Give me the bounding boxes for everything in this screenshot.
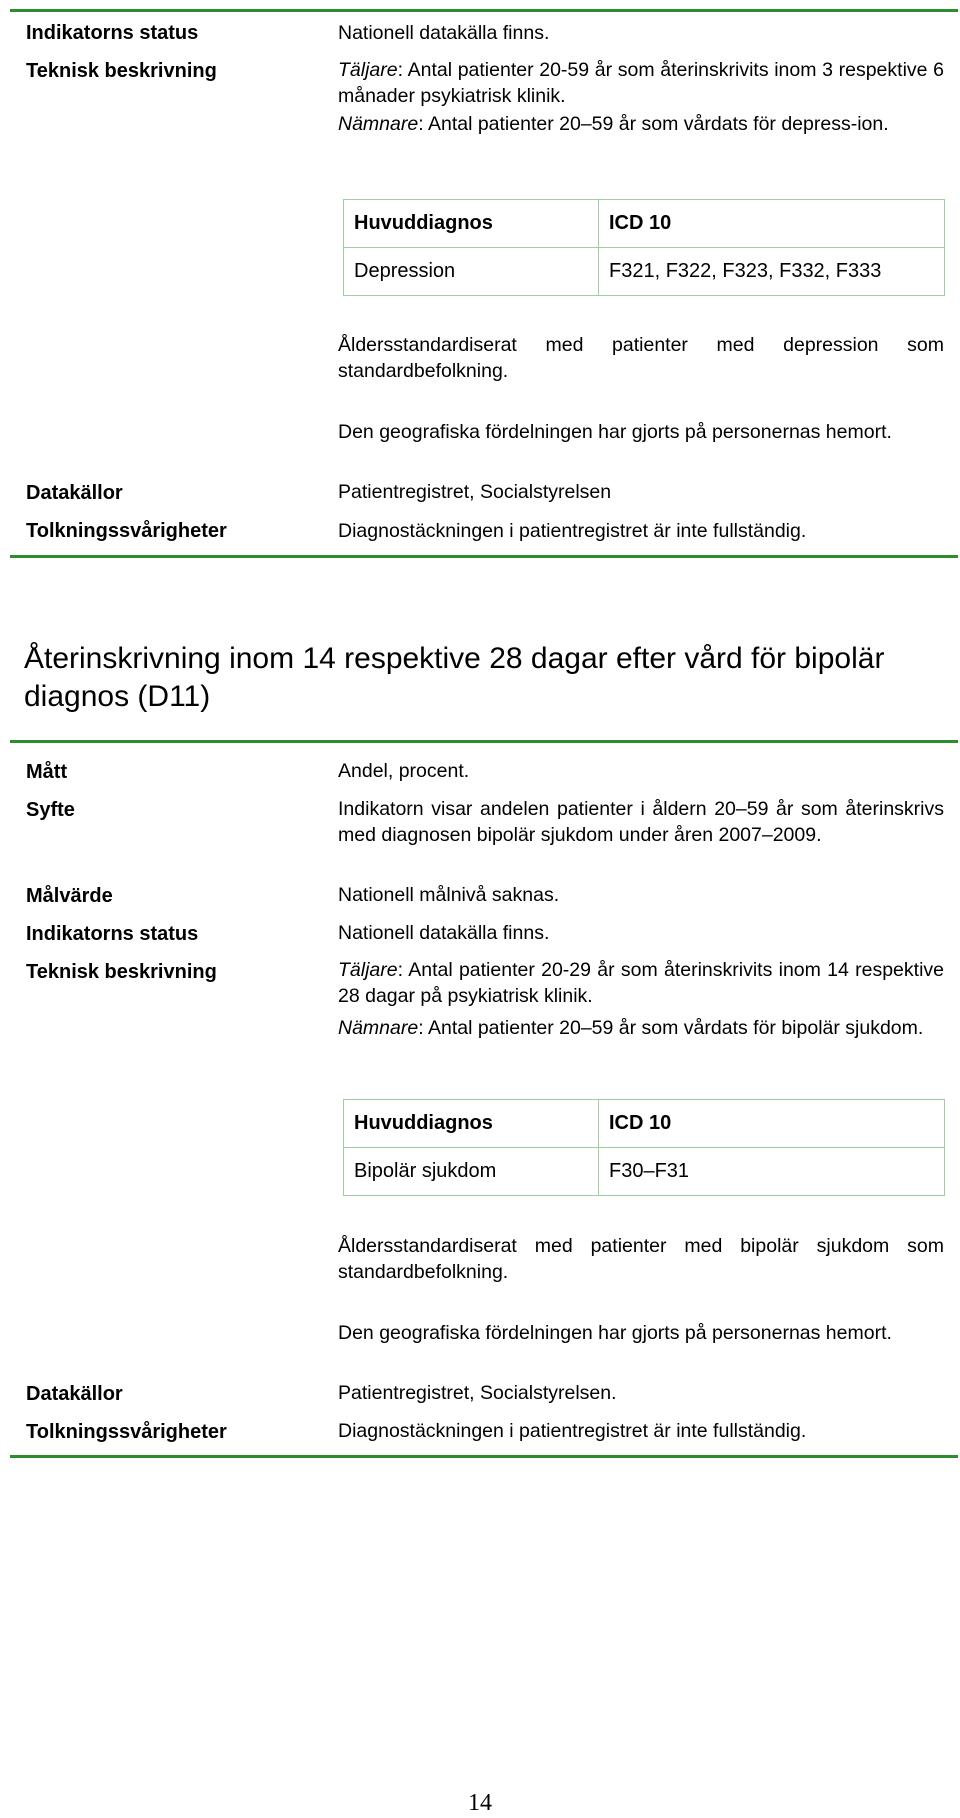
- s1-table-header-icd: ICD 10: [599, 200, 945, 248]
- s2-malvarde-value: Nationell målnivå saknas.: [338, 884, 560, 906]
- s1-status-value: Nationell datakälla finns.: [338, 22, 550, 44]
- top-rule: [10, 9, 958, 12]
- s2-geografiska: Den geografiska fördelningen har gjorts på personernas hemort.: [338, 1322, 892, 1344]
- s2-matt-value: Andel, procent.: [338, 760, 470, 782]
- s1-datakallor-label: Datakällor: [26, 482, 123, 504]
- s2-matt-label: Mått: [26, 761, 68, 783]
- s2-teknisk-label: Teknisk beskrivning: [26, 961, 217, 983]
- s2-namnare-body: : Antal patienter 20–59 år som vårdats för bipolär sjukdom.: [418, 1017, 924, 1039]
- s1-table-header-row: [344, 200, 945, 248]
- s2-heading: Återinskrivning inom 14 respektive 28 dagar efter vård för bipolär diagnos (D11): [24, 642, 885, 713]
- table-row: [344, 248, 945, 296]
- s1-table-header-diagnos: Huvuddiagnos: [344, 200, 599, 248]
- s2-table-cell-icd: F30–F31: [599, 1148, 945, 1196]
- s2-malvarde-label: Målvärde: [26, 885, 113, 907]
- s2-table-header-icd: ICD 10: [599, 1100, 945, 1148]
- s2-status-label: Indikatorns status: [26, 923, 199, 945]
- s2-table-cell-diagnos: Bipolär sjukdom: [344, 1148, 599, 1196]
- s1-namnare-body: : Antal patienter 20–59 år som vårdats för depress-ion.: [418, 113, 889, 135]
- s2-aldersstandardiserat: Åldersstandardiserat med patienter med bipolär sjukdom som standardbefolkning.: [338, 1235, 944, 1283]
- s1-bottom-rule: [10, 555, 958, 558]
- s2-datakallor-label: Datakällor: [26, 1383, 123, 1405]
- s2-tolkning-value: Diagnostäckningen i patientregistret är inte fullständig.: [338, 1420, 807, 1442]
- s1-tolkning-value: Diagnostäckningen i patientregistret är inte fullständig.: [338, 520, 807, 542]
- s1-datakallor-value: Patientregistret, Socialstyrelsen: [338, 481, 612, 503]
- s2-tolkning-label: Tolkningssvårigheter: [26, 1421, 227, 1443]
- s1-status-label: Indikatorns status: [26, 22, 199, 44]
- s1-taljare-term: Täljare: [338, 59, 398, 81]
- s1-teknisk-label: Teknisk beskrivning: [26, 60, 217, 82]
- s2-taljare-term: Täljare: [338, 959, 398, 981]
- s1-aldersstandardiserat: Åldersstandardiserat med patienter med depression som standardbefolkning.: [338, 334, 944, 382]
- s1-diagnosis-table: [343, 199, 945, 296]
- s1-tolkning-label: Tolkningssvårigheter: [26, 520, 227, 542]
- s2-diagnosis-table: [343, 1099, 945, 1196]
- s2-status-value: Nationell datakälla finns.: [338, 922, 550, 944]
- s2-top-rule: [10, 740, 958, 743]
- page-number: 14: [468, 1790, 492, 1816]
- s2-namnare-text: [338, 1015, 944, 1041]
- s1-namnare-text: [338, 111, 944, 137]
- s2-datakallor-value: Patientregistret, Socialstyrelsen.: [338, 1382, 617, 1404]
- s1-namnare-term: Nämnare: [338, 113, 419, 135]
- s1-table-cell-icd: F321, F322, F323, F332, F333: [599, 248, 945, 296]
- s2-table-header-diagnos: Huvuddiagnos: [344, 1100, 599, 1148]
- s1-taljare-body: : Antal patienter 20-59 år som återinskrivits inom 3 respektive 6 månader psykiatrisk klinik.: [338, 59, 944, 107]
- s2-syfte-label: Syfte: [26, 799, 75, 821]
- s1-geografiska: Den geografiska fördelningen har gjorts på personernas hemort.: [338, 421, 892, 443]
- table-row: [344, 1148, 945, 1196]
- s1-table-cell-diagnos: Depression: [344, 248, 599, 296]
- s1-taljare-text: [338, 57, 944, 109]
- s2-syfte-value: Indikatorn visar andelen patienter i åldern 20–59 år som återinskrivs med diagnosen bipolär sjukdom under åren 2007–2009.: [338, 798, 944, 846]
- s2-namnare-term: Nämnare: [338, 1017, 419, 1039]
- s2-table-header-row: [344, 1100, 945, 1148]
- s2-taljare-body: : Antal patienter 20-29 år som återinskrivits inom 14 respektive 28 dagar på psykiatrisk klinik.: [338, 959, 944, 1007]
- s2-taljare-text: [338, 957, 944, 1009]
- s2-bottom-rule: [10, 1455, 958, 1458]
